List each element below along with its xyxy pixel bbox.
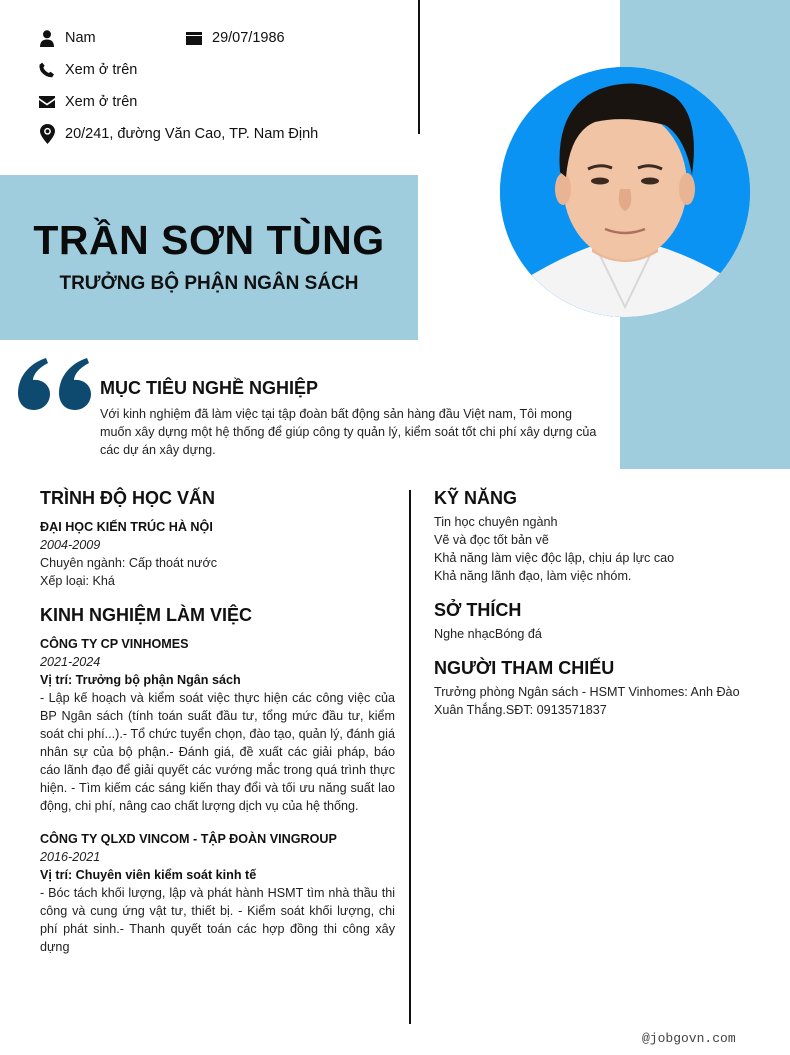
phone-row [38,61,137,79]
birthdate-row [185,29,285,47]
quote-icon [18,358,92,415]
education-period: 2004-2009 [40,538,101,552]
experience-heading: KINH NGHIỆM LÀM VIỆC [40,605,253,625]
address-row [38,125,318,143]
hobbies-heading: SỞ THÍCH [434,600,522,620]
education-school: ĐẠI HỌC KIẾN TRÚC HÀ NỘI [40,520,213,534]
hobbies-text: Nghe nhạcBóng đá [434,627,542,641]
calendar-icon [185,29,203,47]
education-grade: Xếp loại: Khá [40,574,115,588]
experience-position: Vị trí: Trưởng bộ phận Ngân sách [40,673,241,687]
gender-value: Nam [65,30,96,46]
left-column [40,487,395,956]
skill-item: Khả năng lãnh đạo, làm việc nhóm. [434,569,632,583]
references-heading: NGƯỜI THAM CHIẾU [434,658,615,678]
birthdate-value: 29/07/1986 [212,30,285,46]
name-header [0,175,418,340]
watermark: @jobgovn.com [642,1031,736,1046]
experience-company: CÔNG TY CP VINHOMES [40,637,189,651]
phone-value: Xem ở trên [65,62,138,78]
right-column [434,487,764,719]
education-heading: TRÌNH ĐỘ HỌC VẤN [40,488,215,508]
skills-heading: KỸ NĂNG [434,488,518,508]
profile-photo [500,67,750,317]
references-text: Trưởng phòng Ngân sách - HSMT Vinhomes: Anh Đào Xuân Thắng.SĐT: 0913571837 [434,685,740,717]
column-divider [409,490,411,1024]
experience-description: - Lập kế hoạch và kiểm soát việc thực hiện các công việc của BP Ngân sách (tính toán suất đầu tư, tổng mức đầu tư, kiểm soát chi phí...).- Tổ chức tuyển chọn, đào tạo, quản lý, đánh giá nhân sự của bộ phận.- Đánh giá, đề xuất các giải pháp, báo cáo lãnh đạo để giải quyết các vướng mắc trong quá trình thực hiện. - Tìm kiếm các sáng kiến thay đổi và tối ưu năng suất lao động, chi phí, nâng cao chất lượng dịch vụ của hệ thống. [40,691,395,813]
address-value: 20/241, đường Văn Cao, TP. Nam Định [65,126,319,142]
divider [418,0,420,134]
map-pin-icon [38,125,56,143]
objective-heading: MỤC TIÊU NGHỀ NGHIỆP [100,378,319,398]
experience-position: Vị trí: Chuyên viên kiểm soát kinh tế [40,868,257,882]
email-row [38,93,137,111]
mail-icon [38,93,56,111]
user-icon [38,29,56,47]
objective-text: Với kinh nghiệm đã làm việc tại tập đoàn bất động sản hàng đầu Việt nam, Tôi mong muốn xây dựng một hệ thống để giúp công ty quản lý, kiểm soát tốt chi phí xây dựng của các dự án xây dựng. [100,407,597,457]
skill-item: Khả năng làm việc độc lập, chịu áp lực cao [434,551,675,565]
experience-item [40,830,395,956]
email-value: Xem ở trên [65,94,138,110]
candidate-title: TRƯỞNG BỘ PHẬN NGÂN SÁCH [59,273,359,294]
candidate-name: TRẦN SƠN TÙNG [33,217,385,263]
experience-period: 2016-2021 [40,850,101,864]
skill-item: Vẽ và đọc tốt bản vẽ [434,533,549,547]
experience-description: - Bóc tách khối lượng, lập và phát hành HSMT tìm nhà thầu thi công và cung ứng vật tư, thiết bị. - Kiểm soát khối lượng, chi phí phát sinh.- Thanh quyết toán các hợp đồng thi công xây dựng [40,886,395,954]
experience-period: 2021-2024 [40,655,101,669]
education-major: Chuyên ngành: Cấp thoát nước [40,556,218,570]
experience-item [40,635,395,815]
phone-icon [38,61,56,79]
gender-row [38,29,96,47]
experience-company: CÔNG TY QLXD VINCOM - TẬP ĐOÀN VINGROUP [40,832,337,846]
skill-item: Tin học chuyên ngành [434,515,558,529]
